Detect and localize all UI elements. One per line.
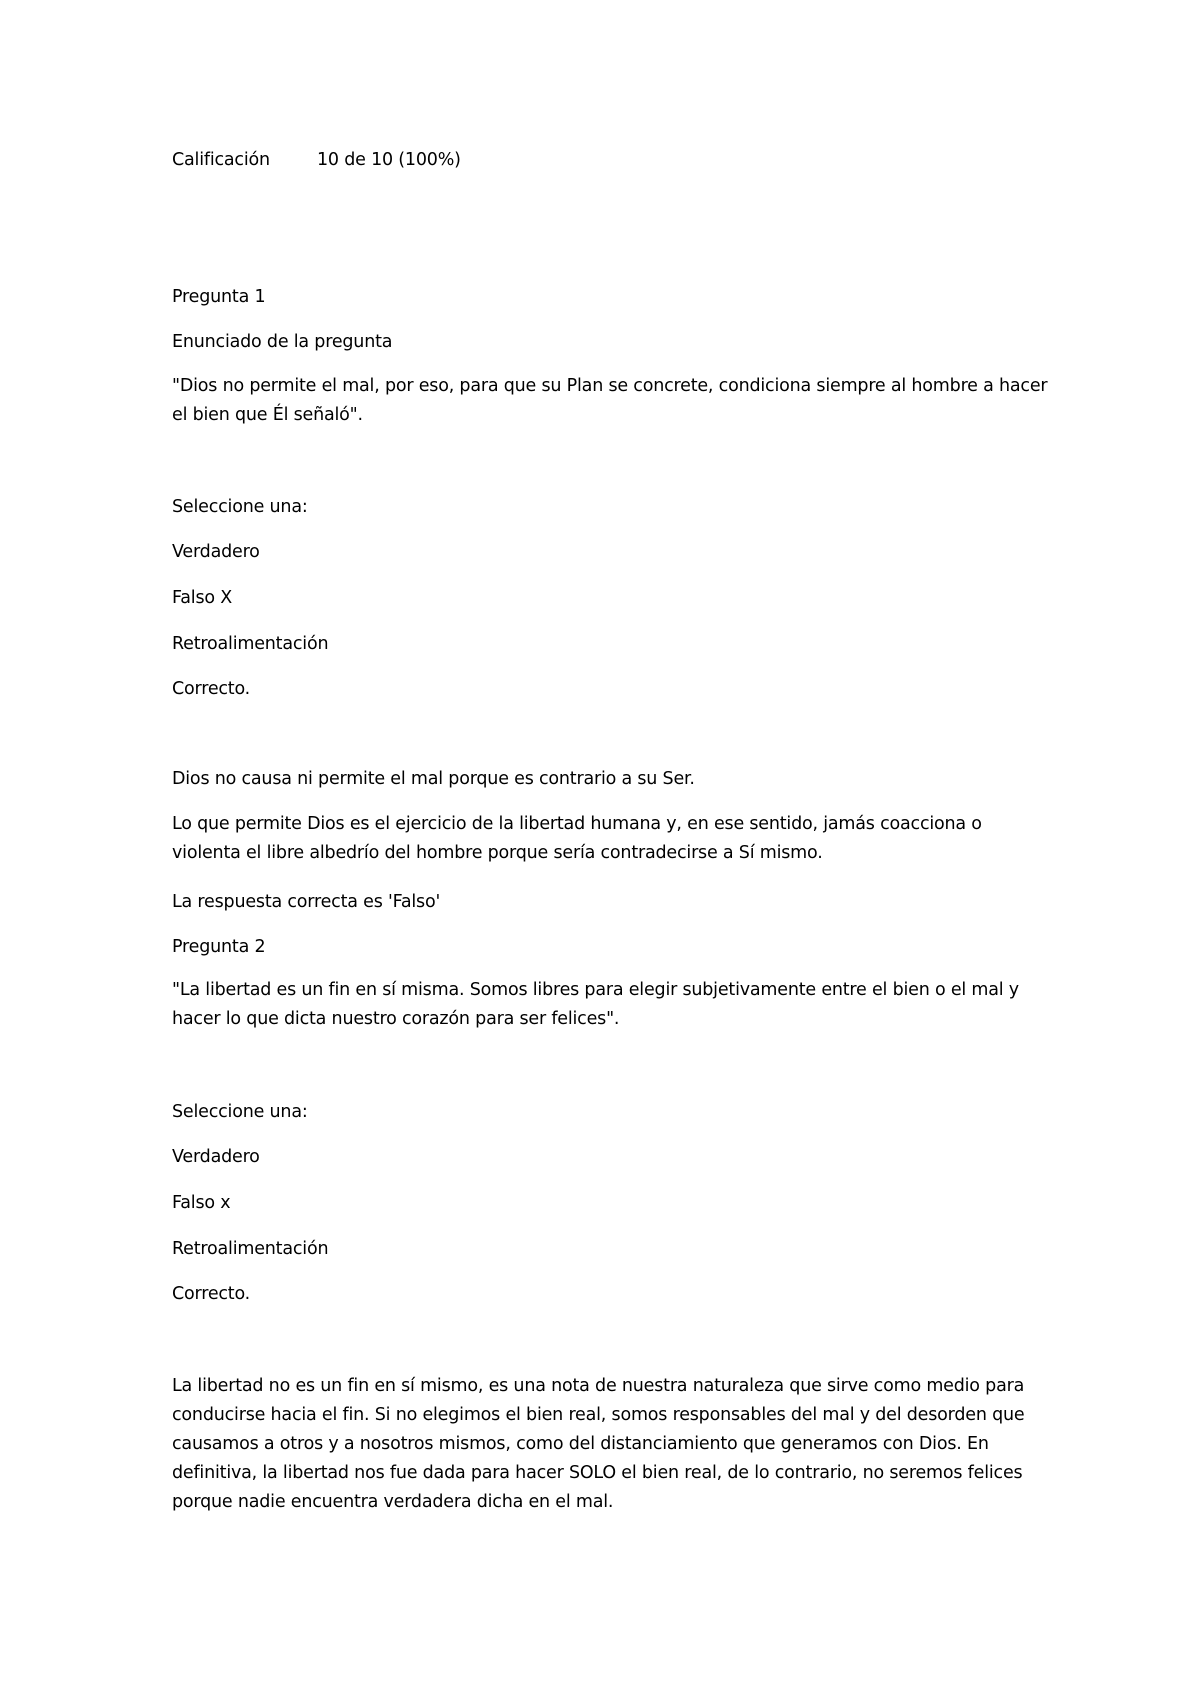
question-2-select-prompt: Seleccione una: [172, 1102, 308, 1122]
question-1-statement: "Dios no permite el mal, por eso, para que su Plan se concrete, condiciona siempre al hombre a hacer el bien que Él señaló". [172, 376, 1048, 425]
grade-line [172, 146, 461, 175]
question-1-option-false: Falso X [172, 588, 233, 608]
grade-value: 10 de 10 (100%) [317, 150, 461, 170]
question-1-statement-label: Enunciado de la pregunta [172, 332, 393, 352]
question-2-option-true: Verdadero [172, 1147, 260, 1167]
question-1-feedback-label: Retroalimentación [172, 634, 329, 654]
question-2-option-false: Falso x [172, 1193, 231, 1213]
question-1-feedback-result: Correcto. [172, 679, 251, 699]
question-2-explanation: La libertad no es un fin en sí mismo, es una nota de nuestra naturaleza que sirve como medio para conducirse hacia el fin. Si no elegimos el bien real, somos responsables del mal y del desorden que causamos a otros y a nosotros mismos, como del distanciamiento que generamos con Dios. En definitiva, la libertad nos fue dada para hacer SOLO el bien real, de lo contrario, no seremos felices porque nadie encuentra verdadera dicha en el mal. [172, 1376, 1025, 1512]
question-1-explanation-1: Dios no causa ni permite el mal porque es contrario a su Ser. [172, 769, 695, 789]
question-2-feedback-label: Retroalimentación [172, 1239, 329, 1259]
question-1-explanation-2: Lo que permite Dios es el ejercicio de la libertad humana y, en ese sentido, jamás coacciona o violenta el libre albedrío del hombre porque sería contradecirse a Sí mismo. [172, 814, 982, 863]
question-2-title: Pregunta 2 [172, 937, 266, 957]
question-1-select-prompt: Seleccione una: [172, 497, 308, 517]
question-2-feedback-result: Correcto. [172, 1284, 251, 1304]
question-1-title: Pregunta 1 [172, 287, 266, 307]
question-1-correct-answer: La respuesta correcta es 'Falso' [172, 892, 441, 912]
grade-label: Calificación [172, 150, 270, 170]
question-1-option-true: Verdadero [172, 542, 260, 562]
question-2-statement: "La libertad es un fin en sí misma. Somos libres para elegir subjetivamente entre el bien o el mal y hacer lo que dicta nuestro corazón para ser felices". [172, 980, 1019, 1029]
